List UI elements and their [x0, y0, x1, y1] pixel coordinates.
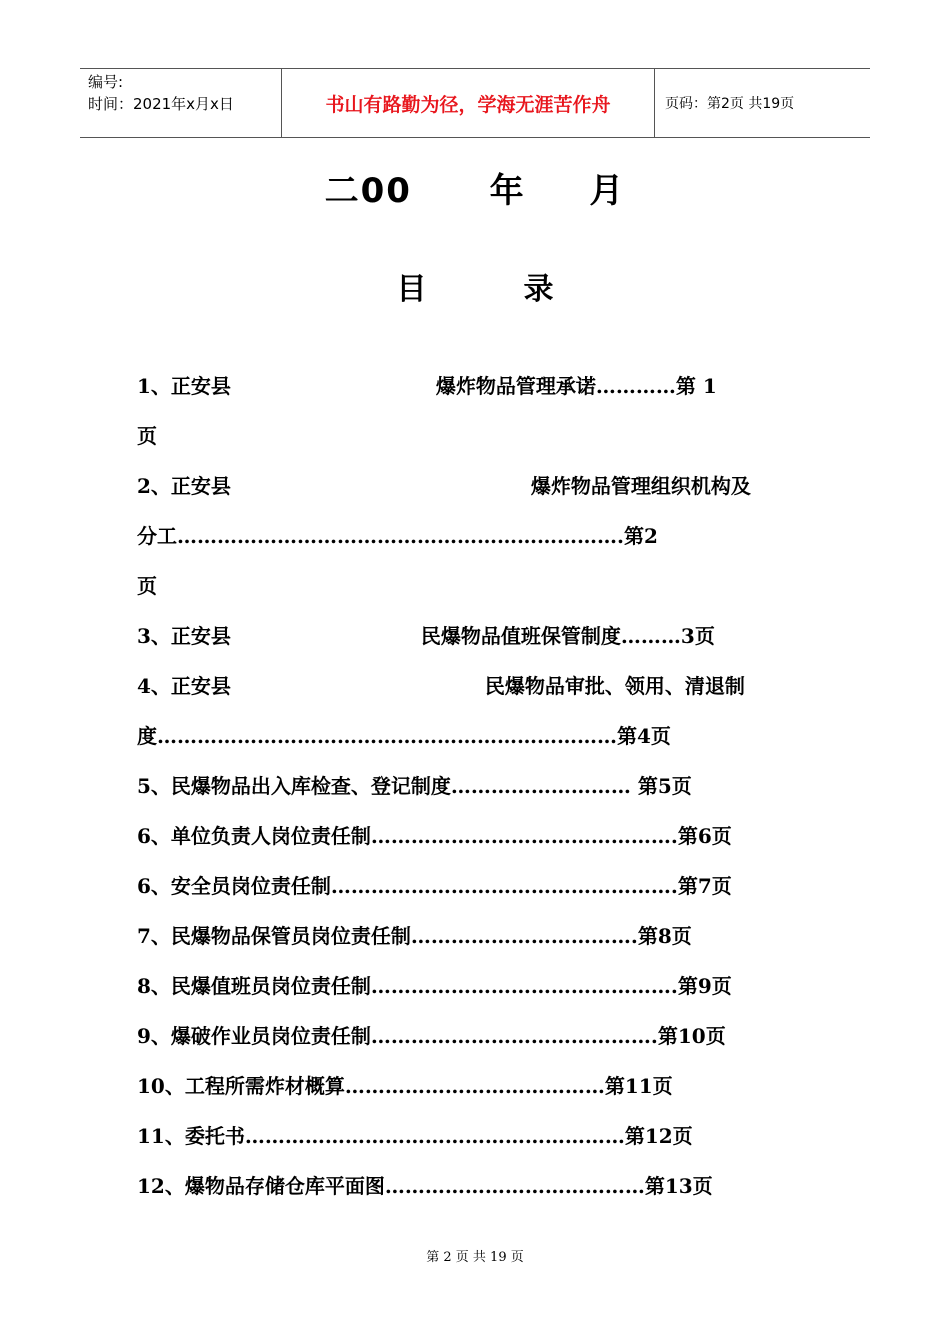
toc-title-char-2: 录	[523, 272, 554, 307]
time-label: 时间：2021年x月x日	[88, 95, 234, 113]
toc-entry-1[interactable]	[137, 371, 717, 401]
toc-entry-1-cont: 页	[137, 424, 157, 448]
toc-entry-2-cont2: 页	[137, 574, 157, 598]
toc-entry-2-title: 爆炸物品管理组织机构及	[530, 474, 751, 498]
date-title	[0, 163, 950, 212]
header-meta-cell	[80, 69, 282, 137]
toc-entry-2-prefix: 2、正安县	[137, 474, 231, 498]
toc-entry-2-cont: 分工………………………………………………………….第2	[137, 524, 658, 548]
toc-entry-3[interactable]	[137, 621, 715, 651]
toc-title	[0, 264, 950, 308]
toc-entry-9[interactable]: 8、民爆值班员岗位责任制……………………………………….第9页	[137, 974, 732, 998]
toc-entry-2[interactable]	[137, 471, 751, 501]
date-title-year: 年	[489, 171, 526, 211]
toc-entry-13[interactable]: 12、爆物品存储仓库平面图…………………………………第13页	[137, 1174, 713, 1198]
toc-entry-8[interactable]: 7、民爆物品保管员岗位责任制…………………………….第8页	[137, 924, 692, 948]
date-title-month: 月	[589, 171, 626, 211]
header-page-info: 页码：第2页 共19页	[665, 96, 795, 112]
toc-entry-1-title: 爆炸物品管理承诺…………第 1	[435, 374, 717, 398]
number-label: 编号:	[88, 73, 124, 91]
toc-entry-7[interactable]: 6、安全员岗位责任制…………………………………………….第7页	[137, 874, 732, 898]
page-footer: 第 2 页 共 19 页	[426, 1250, 524, 1265]
toc-entry-6[interactable]: 6、单位负责人岗位责任制……………………………………….第6页	[137, 824, 732, 848]
toc-entry-4-prefix: 4、正安县	[137, 674, 231, 698]
toc-entry-3-title: 民爆物品值班保管制度………3页	[420, 624, 715, 648]
toc-entry-4-title: 民爆物品审批、领用、清退制	[484, 674, 745, 698]
toc-entry-1-prefix: 1、正安县	[137, 374, 231, 398]
header-motto: 书山有路勤为径，学海无涯苦作舟	[282, 69, 655, 137]
toc-entry-3-prefix: 3、正安县	[137, 624, 231, 648]
toc-entry-5[interactable]: 5、民爆物品出入库检查、登记制度……………………… 第5页	[137, 774, 692, 798]
toc-entry-4-cont: 度……………………………………………………………第4页	[137, 724, 671, 748]
toc-title-char-1: 目	[396, 272, 427, 307]
toc-entry-11[interactable]: 10、工程所需炸材概算…………………………………第11页	[137, 1074, 673, 1098]
document-header	[80, 68, 870, 138]
toc-entry-12[interactable]: 11、委托书…………………………………………………第12页	[137, 1124, 693, 1148]
date-title-year-prefix: 二00	[324, 171, 412, 211]
toc-entry-4[interactable]	[137, 671, 745, 701]
toc-entry-10[interactable]: 9、爆破作业员岗位责任制…………………………………….第10页	[137, 1024, 726, 1048]
